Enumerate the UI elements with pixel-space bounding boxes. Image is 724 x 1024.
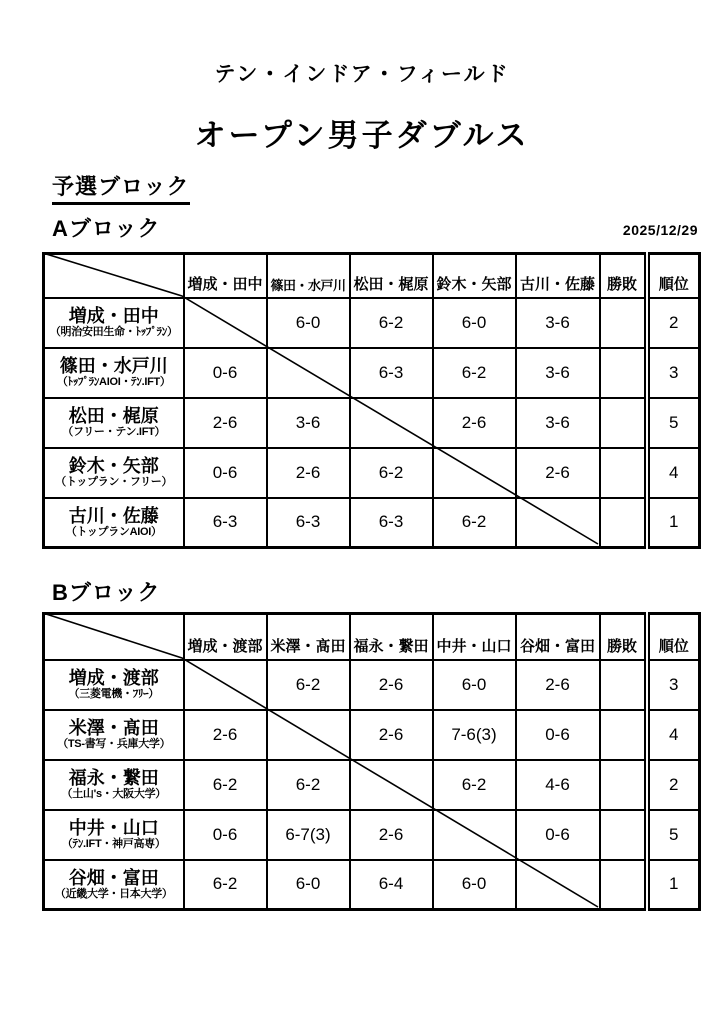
team-club: （明治安田生命・ﾄｯﾌﾟﾗﾝ） xyxy=(49,326,178,338)
score-cell: 2-6 xyxy=(433,398,516,448)
result-cell xyxy=(600,498,647,548)
score-cell: 4-6 xyxy=(516,760,600,810)
team-cell xyxy=(44,498,184,548)
result-cell xyxy=(600,398,647,448)
result-cell xyxy=(600,860,647,910)
column-header: 谷畑・富田 xyxy=(516,614,600,660)
score-cell: 2-6 xyxy=(350,660,433,710)
score-cell: 3-6 xyxy=(267,398,350,448)
score-cell: 0-6 xyxy=(516,710,600,760)
score-cell: 0-6 xyxy=(516,810,600,860)
score-cell: 6-0 xyxy=(433,660,516,710)
block-b-title: Bブロック xyxy=(52,580,161,605)
team-name: 福永・繋田 xyxy=(68,768,159,788)
score-cell: 3-6 xyxy=(516,298,600,348)
table-row xyxy=(44,810,700,860)
result-cell xyxy=(600,710,647,760)
column-header-result: 勝敗 xyxy=(600,254,647,298)
column-header: 鈴木・矢部 xyxy=(433,254,516,298)
rank-cell: 2 xyxy=(647,760,700,810)
score-cell: 2-6 xyxy=(516,660,600,710)
team-cell xyxy=(44,660,184,710)
result-cell xyxy=(600,348,647,398)
score-cell: 6-2 xyxy=(184,760,267,810)
score-cell xyxy=(184,660,267,710)
block-b-table xyxy=(42,612,701,911)
team-club: （TS-書写・兵庫大学） xyxy=(57,738,171,750)
score-cell: 6-2 xyxy=(433,498,516,548)
score-cell xyxy=(267,710,350,760)
score-cell xyxy=(433,810,516,860)
score-cell: 2-6 xyxy=(350,810,433,860)
score-cell: 6-0 xyxy=(267,298,350,348)
rank-cell: 4 xyxy=(647,448,700,498)
score-cell xyxy=(516,498,600,548)
score-cell: 6-0 xyxy=(433,860,516,910)
rank-cell: 2 xyxy=(647,298,700,348)
score-cell xyxy=(516,860,600,910)
rank-cell: 1 xyxy=(647,498,700,548)
team-name: 谷畑・富田 xyxy=(68,867,159,888)
table-row xyxy=(44,710,700,760)
team-cell xyxy=(44,710,184,760)
score-cell xyxy=(350,760,433,810)
column-header: 増成・田中 xyxy=(184,254,267,298)
score-cell: 6-2 xyxy=(350,298,433,348)
score-cell: 6-0 xyxy=(433,298,516,348)
score-cell: 2-6 xyxy=(516,448,600,498)
rank-cell: 5 xyxy=(647,398,700,448)
table-row xyxy=(44,660,700,710)
team-club: （ﾃﾝ.IFT・神戸高専） xyxy=(61,838,166,850)
column-header: 米澤・髙田 xyxy=(267,614,350,660)
team-club: （トップラン・フリー） xyxy=(55,476,173,488)
section-title: 予選ブロック xyxy=(52,170,190,205)
team-cell xyxy=(44,760,184,810)
score-cell: 2-6 xyxy=(267,448,350,498)
column-header-rank: 順位 xyxy=(647,254,700,298)
rank-cell: 1 xyxy=(647,860,700,910)
team-cell xyxy=(44,298,184,348)
team-club: （近畿大学・日本大学） xyxy=(54,887,173,900)
result-cell xyxy=(600,760,647,810)
table-row xyxy=(44,298,700,348)
team-cell xyxy=(44,810,184,860)
table-row xyxy=(44,348,700,398)
column-header-result: 勝敗 xyxy=(600,614,647,660)
team-club: （土山's・大阪大学） xyxy=(61,788,166,800)
score-cell: 6-0 xyxy=(267,860,350,910)
score-cell: 6-3 xyxy=(350,348,433,398)
score-cell: 6-2 xyxy=(267,660,350,710)
team-club: （三菱電機・ﾌﾘｰ） xyxy=(68,688,159,700)
score-cell xyxy=(184,298,267,348)
score-cell: 2-6 xyxy=(184,710,267,760)
event-title: テン・インドア・フィールド xyxy=(214,63,510,86)
block-a-title: Aブロック xyxy=(52,216,161,241)
rank-cell: 3 xyxy=(647,660,700,710)
result-cell xyxy=(600,448,647,498)
score-cell: 6-2 xyxy=(184,860,267,910)
team-name: 古川・佐藤 xyxy=(68,505,159,526)
score-cell: 7-6(3) xyxy=(433,710,516,760)
team-club: （トップランAIOI） xyxy=(65,525,162,538)
score-cell: 3-6 xyxy=(516,348,600,398)
score-cell: 6-2 xyxy=(433,760,516,810)
score-cell: 6-4 xyxy=(350,860,433,910)
result-cell xyxy=(600,298,647,348)
team-cell xyxy=(44,348,184,398)
corner-cell xyxy=(44,254,184,298)
score-cell xyxy=(267,348,350,398)
result-cell xyxy=(600,660,647,710)
team-name: 米澤・髙田 xyxy=(68,718,159,738)
column-header: 中井・山口 xyxy=(433,614,516,660)
column-header-rank: 順位 xyxy=(647,614,700,660)
team-club: （フリー・テン.IFT） xyxy=(62,426,166,438)
team-name: 松田・梶原 xyxy=(68,406,159,426)
table-row xyxy=(44,398,700,448)
score-cell: 0-6 xyxy=(184,810,267,860)
table-row xyxy=(44,498,700,548)
team-name: 増成・田中 xyxy=(68,306,159,326)
rank-cell: 4 xyxy=(647,710,700,760)
column-header: 篠田・水戸川 xyxy=(267,254,350,298)
team-club: （ﾄｯﾌﾟﾗﾝAIOI・ﾃﾝ.IFT） xyxy=(56,376,171,388)
column-header: 福永・繋田 xyxy=(350,614,433,660)
header-row xyxy=(44,614,700,660)
rank-cell: 3 xyxy=(647,348,700,398)
category-title: オープン男子ダブルス xyxy=(194,118,530,153)
table-row xyxy=(44,448,700,498)
table-row xyxy=(44,860,700,910)
column-header: 増成・渡部 xyxy=(184,614,267,660)
corner-cell xyxy=(44,614,184,660)
column-header: 松田・梶原 xyxy=(350,254,433,298)
rank-cell: 5 xyxy=(647,810,700,860)
team-name: 増成・渡部 xyxy=(68,668,159,688)
score-cell: 6-3 xyxy=(184,498,267,548)
result-cell xyxy=(600,810,647,860)
date-label: 2025/12/29 xyxy=(622,222,698,238)
score-cell: 6-2 xyxy=(350,448,433,498)
column-header: 古川・佐藤 xyxy=(516,254,600,298)
score-cell: 6-2 xyxy=(267,760,350,810)
team-name: 中井・山口 xyxy=(68,818,159,838)
team-name: 篠田・水戸川 xyxy=(59,356,168,376)
block-a-table xyxy=(42,252,701,549)
score-cell: 0-6 xyxy=(184,348,267,398)
team-cell xyxy=(44,448,184,498)
table-row xyxy=(44,760,700,810)
score-cell: 6-7(3) xyxy=(267,810,350,860)
score-cell: 6-3 xyxy=(350,498,433,548)
score-cell: 0-6 xyxy=(184,448,267,498)
team-cell xyxy=(44,860,184,910)
score-cell: 2-6 xyxy=(350,710,433,760)
score-cell: 6-3 xyxy=(267,498,350,548)
score-cell: 2-6 xyxy=(184,398,267,448)
score-cell xyxy=(350,398,433,448)
score-cell: 3-6 xyxy=(516,398,600,448)
score-cell xyxy=(433,448,516,498)
header-row xyxy=(44,254,700,298)
team-cell xyxy=(44,398,184,448)
team-name: 鈴木・矢部 xyxy=(68,456,159,476)
score-cell: 6-2 xyxy=(433,348,516,398)
